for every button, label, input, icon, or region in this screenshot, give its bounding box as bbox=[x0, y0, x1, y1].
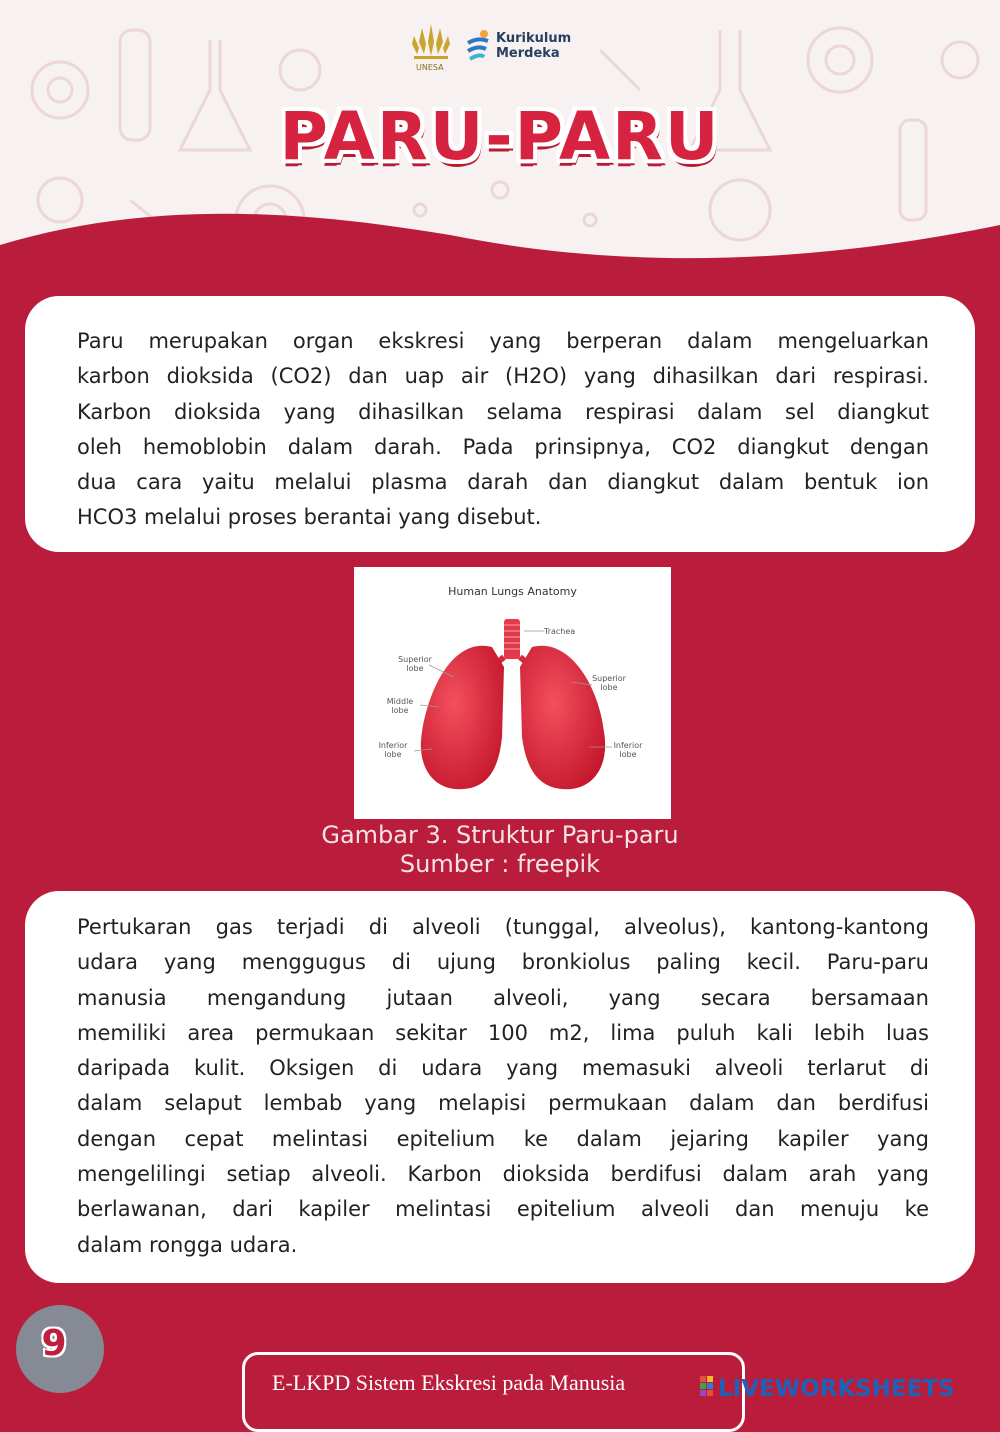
kurikulum-label: Kurikulum bbox=[496, 31, 572, 46]
intro-line: Karbon dioksida yang dihasilkan selama respirasi dalam sel diangkut bbox=[77, 399, 929, 424]
gas-exchange-card bbox=[25, 891, 975, 1283]
unesa-emblem-icon bbox=[408, 22, 454, 62]
lungs-illustration bbox=[354, 567, 671, 819]
intro-line: Paru merupakan organ ekskresi yang berperan dalam mengeluarkan bbox=[77, 329, 929, 353]
gas-exchange-line: daripada kulit. Oksigen di udara yang memasuki alveoli terlarut di bbox=[77, 1056, 929, 1081]
gas-exchange-line: mengelilingi setiap alveoli. Karbon dioksida berdifusi dalam arah yang bbox=[77, 1162, 929, 1187]
page-number: 9 bbox=[41, 1323, 67, 1364]
footer-title: E-LKPD Sistem Ekskresi pada Manusia bbox=[272, 1370, 626, 1395]
intro-card bbox=[25, 296, 975, 552]
intro-line: dua cara yaitu melalui plasma darah dan diangkut dalam bentuk ion bbox=[77, 470, 929, 495]
gas-exchange-line: memiliki area permukaan sekitar 100 m2, lima puluh kali lebih luas bbox=[77, 1020, 929, 1045]
gas-exchange-line: Pertukaran gas terjadi di alveoli (tunggal, alveolus), kantong-kantong bbox=[77, 915, 929, 939]
page-number-badge bbox=[16, 1305, 104, 1393]
header-wave bbox=[0, 190, 1000, 310]
unesa-label: UNESA bbox=[416, 63, 444, 72]
page-title: PARU-PARU bbox=[279, 98, 721, 175]
gas-exchange-line: berlawanan, dari kapiler melintasi epitelium alveoli dan menuju ke bbox=[77, 1197, 929, 1222]
figure-caption: Gambar 3. Struktur Paru-paru bbox=[321, 821, 679, 849]
gas-exchange-paragraph bbox=[77, 910, 929, 1263]
kurikulum-merdeka-icon bbox=[464, 29, 492, 63]
gas-exchange-line: udara yang menggugus di ujung bronkiolus paling kecil. Paru-paru bbox=[77, 950, 929, 975]
intro-line: oleh hemoblobin dalam darah. Pada prinsipnya, CO2 diangkut dengan bbox=[77, 434, 929, 459]
label-inferior-lobe-left: Inferior lobe bbox=[378, 741, 408, 759]
liveworksheets-watermark bbox=[700, 1376, 955, 1402]
liveworksheets-logo-icon bbox=[700, 1376, 714, 1402]
figure-title: Human Lungs Anatomy bbox=[448, 585, 577, 598]
kurikulum-merdeka-logo bbox=[464, 29, 571, 63]
intro-paragraph bbox=[77, 324, 929, 536]
gas-exchange-line: dalam selaput lembab yang melapisi permukaan dalam dan berdifusi bbox=[77, 1091, 929, 1116]
gas-exchange-line: dalam rongga udara. bbox=[77, 1232, 298, 1257]
label-superior-lobe-right: Superior lobe bbox=[592, 674, 626, 692]
label-middle-lobe: Middle lobe bbox=[386, 697, 414, 715]
intro-line: HCO3 melalui proses berantai yang disebut. bbox=[77, 505, 542, 530]
unesa-logo bbox=[408, 22, 454, 70]
figure-source: Sumber : freepik bbox=[399, 850, 601, 878]
liveworksheets-text: LIVEWORKSHEETS bbox=[718, 1376, 955, 1402]
lungs-figure bbox=[354, 567, 671, 819]
label-trachea: Trachea bbox=[544, 627, 576, 636]
logo-row bbox=[408, 22, 571, 70]
merdeka-label: Merdeka bbox=[496, 46, 560, 61]
gas-exchange-line: dengan cepat melintasi epitelium ke dalam jejaring kapiler yang bbox=[77, 1126, 929, 1151]
label-superior-lobe-left: Superior lobe bbox=[398, 655, 432, 673]
intro-line: karbon dioksida (CO2) dan uap air (H2O) yang dihasilkan dari respirasi. bbox=[77, 364, 929, 389]
label-inferior-lobe-right: Inferior lobe bbox=[613, 741, 643, 759]
gas-exchange-line: manusia mengandung jutaan alveoli, yang secara bersamaan bbox=[77, 985, 929, 1010]
